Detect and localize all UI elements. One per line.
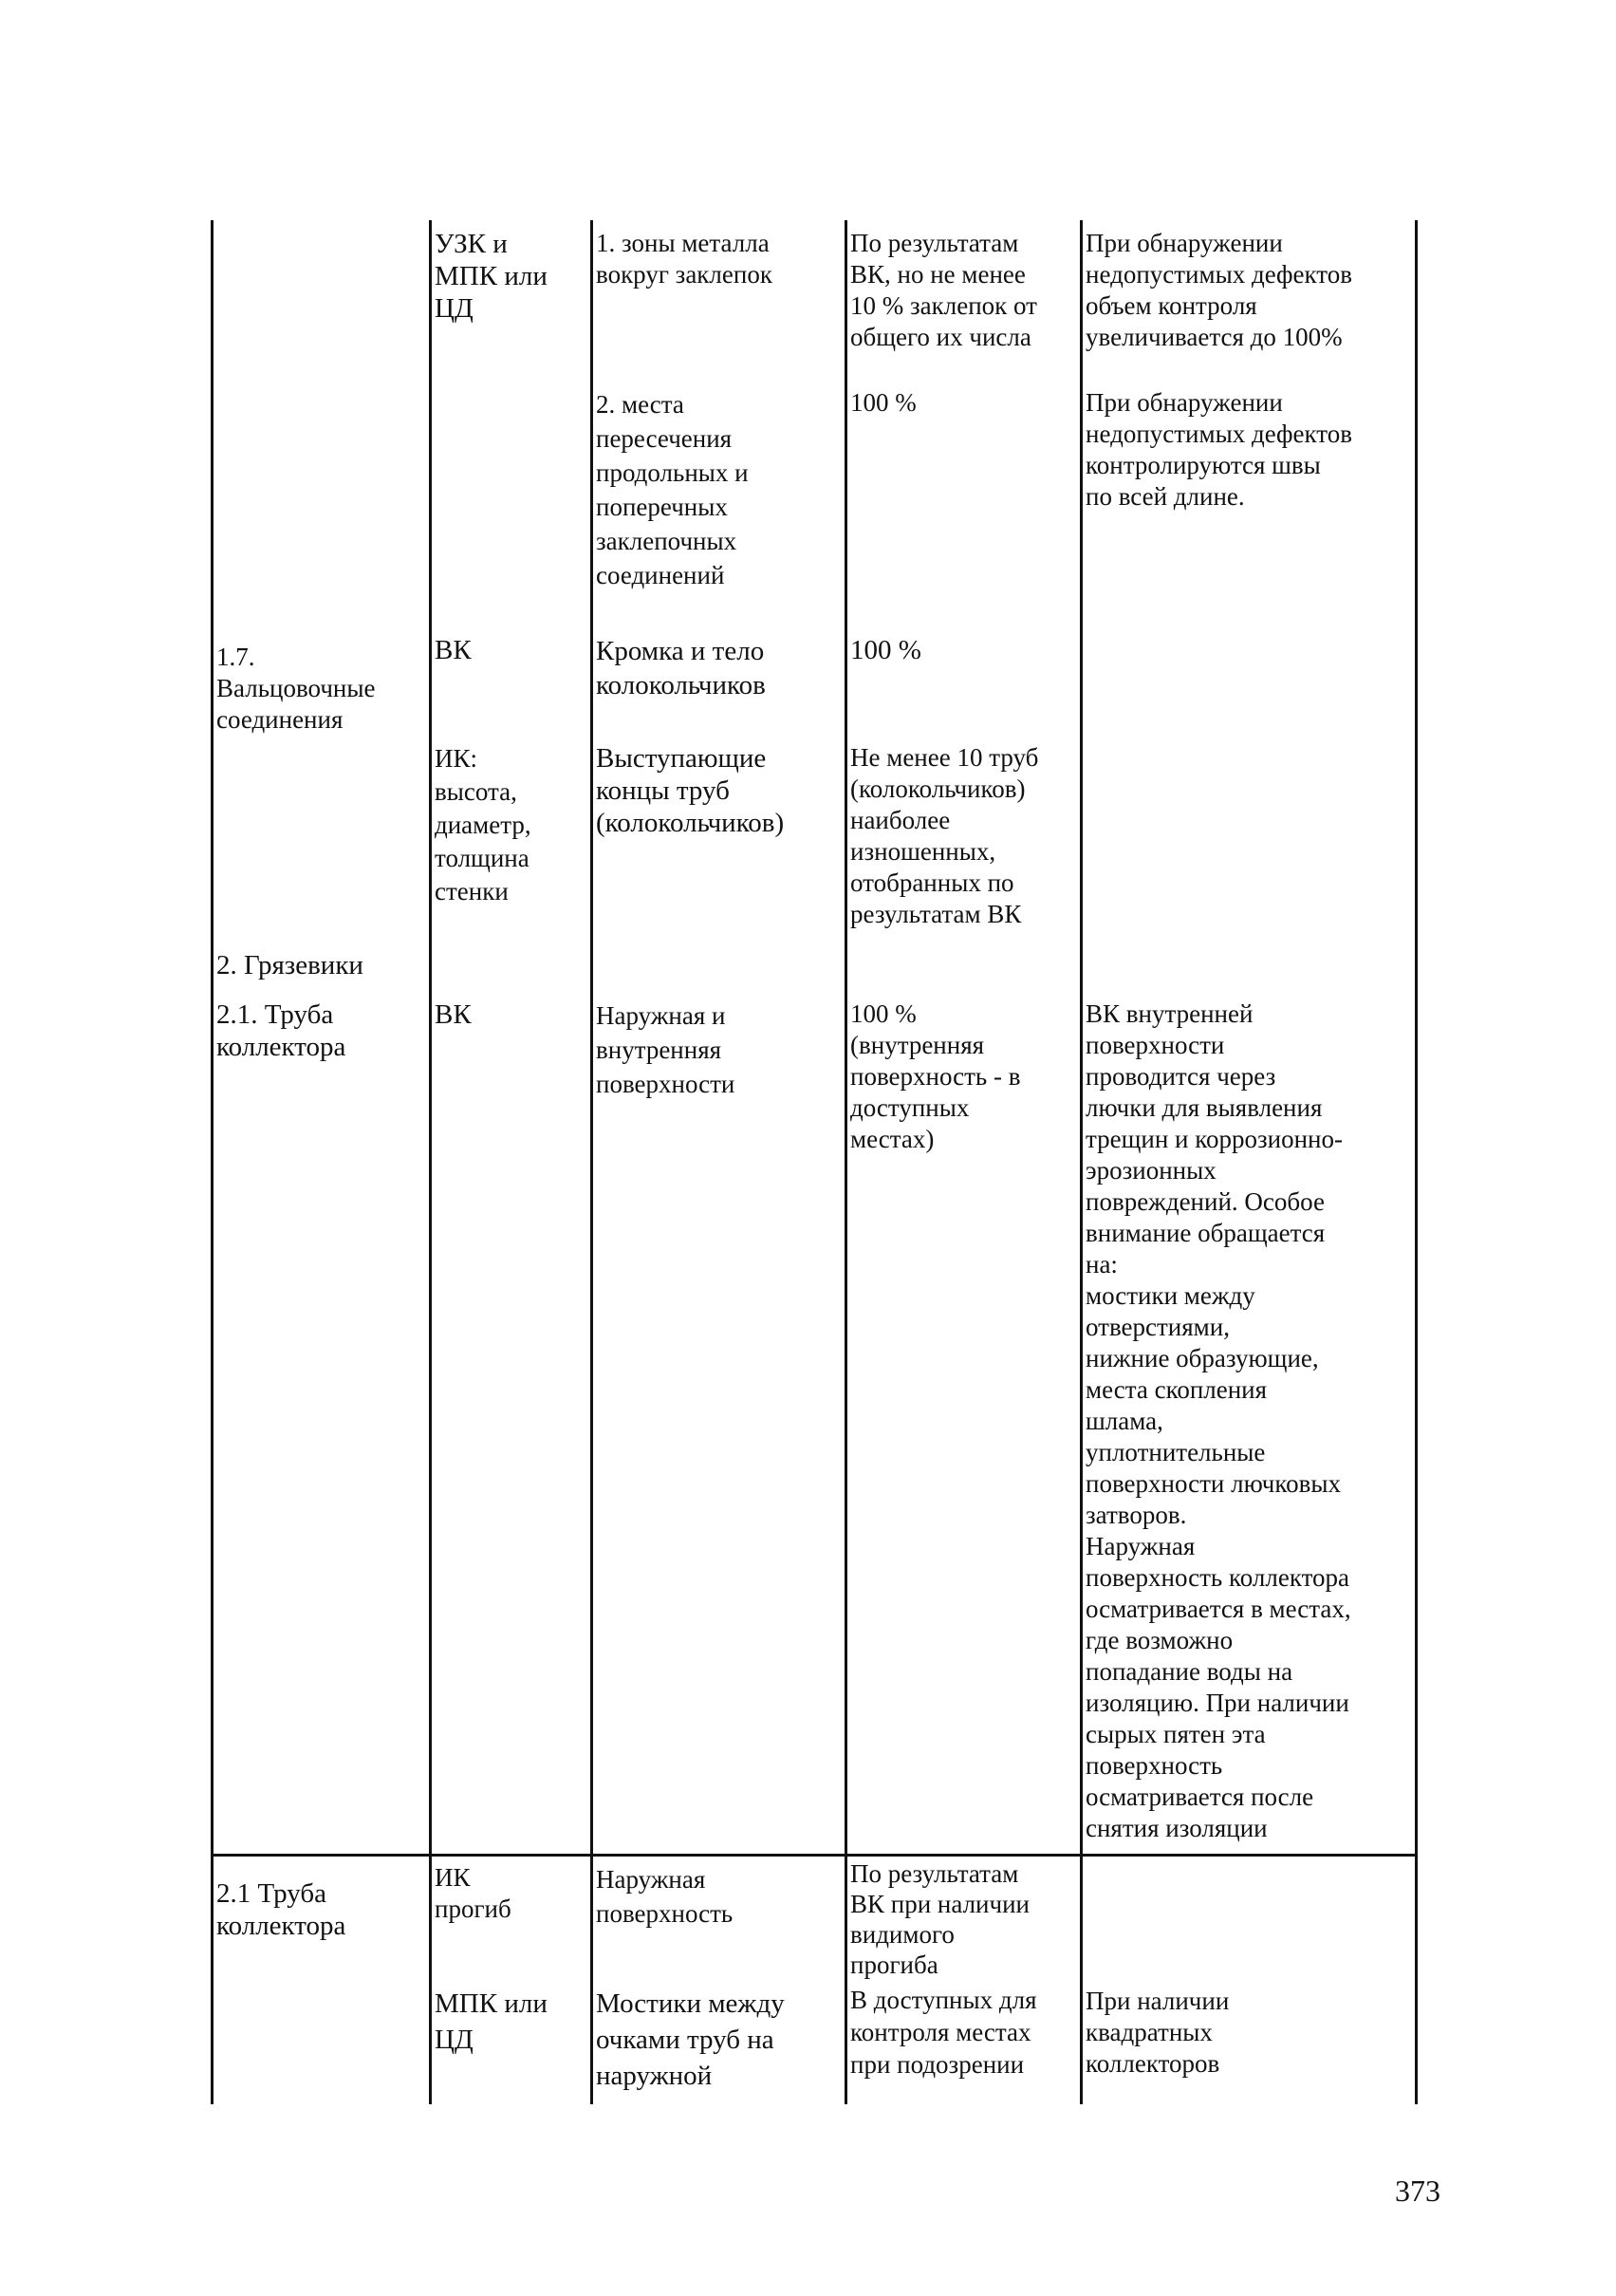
row2-object: 2. места пересечения продольных и поперечных заклепочных соединений	[596, 390, 749, 589]
row2-scope: 100 %	[850, 388, 917, 417]
row8-object: Мостики между очками труб на наружной	[596, 1988, 785, 2091]
row8-scope: В доступных для контроля местах при подозрении	[850, 1986, 1037, 2079]
row4-scope: Не менее 10 труб (колокольчиков) наиболее изношенных, отобранных по результатам ВК	[850, 743, 1039, 928]
row8-note: При наличии квадратных коллекторов	[1086, 1987, 1230, 2078]
row7-method: ИК прогиб	[435, 1863, 511, 1923]
row6-scope: 100 % (внутренняя поверхность - в доступных местах)	[850, 999, 1021, 1153]
row3-scope: 100 %	[850, 635, 921, 665]
row6-object: Наружная и внутренняя поверхности	[596, 1001, 735, 1098]
row7-scope: По результатам ВК при наличии видимого прогиба	[850, 1859, 1030, 1979]
row7-element: 2.1 Труба коллектора	[216, 1878, 346, 1941]
row7-object: Наружная поверхность	[596, 1865, 734, 1928]
row6-element: 2.1. Труба коллектора	[216, 999, 346, 1062]
row6-method: ВК	[435, 999, 472, 1030]
row2-note: При обнаружении недопустимых дефектов контролируются швы по всей длине.	[1086, 388, 1352, 511]
column-divider-2	[590, 220, 593, 2104]
section-heading: 2. Грязевики	[216, 950, 363, 980]
row-divider	[211, 1854, 1418, 1857]
table-border-left	[211, 220, 214, 2104]
row4-object: Выступающие концы труб (колокольчиков)	[596, 743, 785, 838]
column-divider-1	[429, 220, 432, 2104]
row1-scope: По результатам ВК, но не менее 10 % заклепок от общего их числа	[850, 229, 1037, 351]
column-divider-3	[845, 220, 847, 2104]
page-number: 373	[1395, 2174, 1440, 2208]
row4-method: ИК: высота, диаметр, толщина стенки	[435, 744, 531, 905]
row1-method: УЗК и МПК или ЦД	[435, 229, 548, 324]
row3-method: ВК	[435, 635, 472, 665]
row6-note: ВК внутренней поверхности проводится через лючки для выявления трещин и коррозионно- эрозионных повреждений. Особое внимание обращается на: мостики между отверстиями, нижние образующие, места скопления шлама, уплотнительные поверхности лючковых затворов. Наружная поверхность коллектора осматривается в местах, где возможно попадание воды на изоляцию. При наличии сырых пятен эта поверхность осматривается после снятия изоляции	[1086, 999, 1351, 1842]
row8-method: МПК или ЦД	[435, 1988, 548, 2055]
row1-object: 1. зоны металла вокруг заклепок	[596, 229, 772, 289]
row1-note: При обнаружении недопустимых дефектов объем контроля увеличивается до 100%	[1086, 229, 1352, 351]
row3-object: Кромка и тело колокольчиков	[596, 636, 766, 700]
column-divider-4	[1080, 220, 1083, 2104]
table-border-right	[1415, 220, 1418, 2104]
row3-element: 1.7. Вальцовочные соединения	[216, 643, 376, 734]
